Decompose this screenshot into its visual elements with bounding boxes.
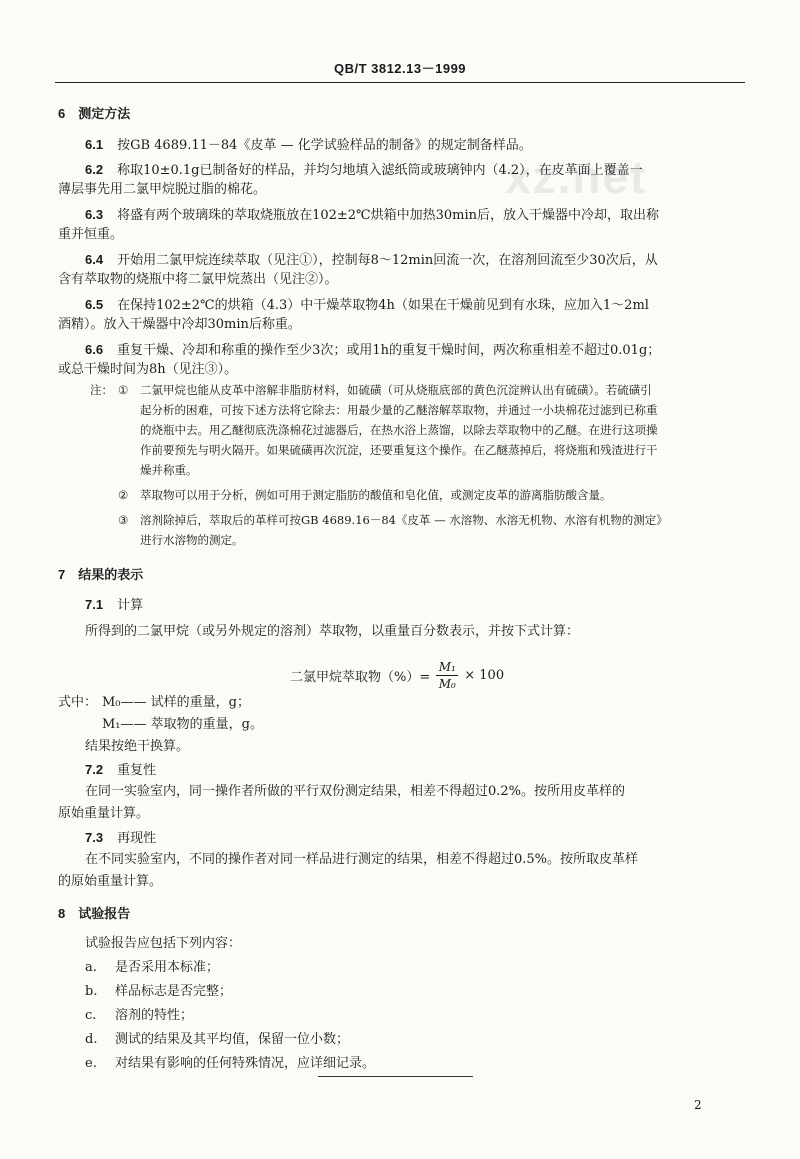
formula-denominator: M₀: [438, 677, 456, 691]
formula-lhs: 二氯甲烷萃取物（%）=: [290, 670, 431, 685]
clause-number: 7.1: [85, 597, 104, 612]
end-rule: [318, 1076, 473, 1077]
report-item-b: [85, 982, 232, 1002]
clause-title: 再现性: [117, 831, 157, 846]
clause-number: 7.3: [85, 830, 104, 845]
note-3-line: 溶剂除掉后，萃取后的革样可按GB 4689.16－84《皮革 — 水溶物、水溶无机物、水溶有机物的测定》: [140, 513, 668, 527]
clause-7-1-text: 所得到的二氯甲烷（或另外规定的溶剂）萃取物，以重量百分数表示，并按下式计算：: [85, 624, 580, 639]
note-1-mark: ①: [118, 383, 129, 397]
report-item-c: [85, 1006, 193, 1026]
item-text: 测试的结果及其平均值，保留一位小数；: [115, 1032, 350, 1047]
clause-number: 6.6: [85, 342, 104, 357]
note-1-line: 起分析的困难，可按下述方法将它除去：用最少量的乙醚溶解萃取物，并通过一小块棉花过滤到已称重: [140, 403, 658, 417]
clause-6-6: [85, 340, 660, 361]
clause-6-5: [85, 295, 649, 316]
clause-number: 6.5: [85, 297, 104, 312]
clause-number: 6.3: [85, 207, 104, 222]
formula-fraction: [436, 660, 458, 691]
item-text: 溶剂的特性；: [115, 1008, 194, 1023]
clause-6-1: [85, 135, 532, 156]
header-rule: [55, 82, 745, 83]
where-label: 式中：: [58, 695, 98, 710]
clause-title: 重复性: [117, 763, 157, 778]
clause-6-5-cont: 酒精）。放入干燥器中冷却30min后称重。: [58, 317, 301, 332]
report-item-d: [85, 1030, 349, 1050]
section-7-title: 7 结果的表示: [58, 567, 144, 582]
standard-header: QB/T 3812.13－1999: [333, 61, 467, 76]
section-8-title: 8 试验报告: [58, 906, 131, 921]
clause-text: 重复干燥、冷却和称重的操作至少3次；或用1h的重复干燥时间，两次称重相差不超过0.01g；: [117, 343, 661, 358]
variable-m1: M₁—— 萃取物的重量，g。: [102, 717, 263, 732]
note-1-line: 燥并称重。: [140, 463, 198, 477]
dry-basis-note: 结果按绝干换算。: [85, 739, 190, 754]
note-1-line: 的烧瓶中去。用乙醚彻底洗涤棉花过滤器后，在热水浴上蒸馏，以除去萃取物中的乙醚。在进行这项操: [140, 423, 658, 437]
item-mark: c.: [85, 1008, 97, 1023]
item-text: 样品标志是否完整；: [115, 984, 233, 999]
note-3-line: 进行水溶物的测定。: [140, 533, 244, 547]
clause-7-3-text: 在不同实验室内，不同的操作者对同一样品进行测定的结果，相差不得超过0.5%。按所取皮革样: [85, 852, 639, 867]
clause-7-1-heading: [85, 595, 143, 616]
clause-text: 在保持102±2℃的烘箱（4.3）中干燥萃取物4h（如果在干燥前见到有水珠，应加入1～2ml: [117, 298, 649, 313]
clause-6-3: [85, 205, 659, 226]
extract-formula: [290, 660, 504, 691]
clause-text: 按GB 4689.11－84《皮革 — 化学试验样品的制备》的规定制备样品。: [117, 138, 532, 153]
clause-title: 计算: [117, 598, 144, 613]
item-text: 对结果有影响的任何特殊情况，应详细记录。: [115, 1056, 376, 1071]
formula-numerator: M₁: [438, 660, 456, 674]
note-2-line: 萃取物可以用于分析，例如可用于测定脂肪的酸值和皂化值，或测定皮革的游离脂肪酸含量。: [140, 488, 612, 502]
formula-rhs: × 100: [464, 668, 505, 683]
clause-text: 称取10±0.1g已制备好的样品，并均匀地填入滤纸筒或玻璃钟内（4.2），在皮革面上覆盖一: [117, 163, 643, 178]
item-text: 是否采用本标准；: [115, 960, 220, 975]
note-2-mark: ②: [118, 488, 129, 502]
clause-number: 6.2: [85, 162, 104, 177]
item-mark: b.: [85, 984, 98, 999]
clause-6-6-cont: 或总干燥时间为8h（见注③）。: [58, 362, 238, 377]
clause-6-4-cont: 含有萃取物的烧瓶中将二氯甲烷蒸出（见注②）。: [58, 272, 338, 287]
item-mark: e.: [85, 1056, 97, 1071]
clause-text: 将盛有两个玻璃珠的萃取烧瓶放在102±2℃烘箱中加热30min后，放入干燥器中冷却，取出称: [117, 208, 659, 223]
report-item-a: [85, 958, 219, 978]
section-6-title: 6 测定方法: [58, 106, 131, 121]
clause-7-2-text-cont: 原始重量计算。: [58, 806, 150, 821]
item-mark: d.: [85, 1032, 98, 1047]
clause-6-2-cont: 薄层事先用二氯甲烷脱过脂的棉花。: [58, 182, 267, 197]
watermark: xz.net: [505, 151, 648, 203]
clause-7-3-text-cont: 的原始重量计算。: [58, 874, 163, 889]
clause-6-3-cont: 重并恒重。: [58, 227, 124, 242]
clause-7-2-heading: [85, 760, 156, 781]
clause-7-2-text: 在同一实验室内，同一操作者所做的平行双份测定结果，相差不得超过0.2%。按所用皮革样的: [85, 784, 626, 799]
fraction-bar: [436, 675, 458, 676]
clause-7-3-heading: [85, 828, 156, 849]
note-1-line: 作前要预先与明火隔开。如果硫磺再次沉淀，还要重复这个操作。在乙醚蒸掉后，将烧瓶和残渣进行干: [140, 443, 658, 457]
report-intro: 试验报告应包括下列内容：: [85, 936, 242, 951]
item-mark: a.: [85, 960, 97, 975]
report-item-e: [85, 1054, 375, 1074]
clause-text: 开始用二氯甲烷连续萃取（见注①），控制每8～12min回流一次，在溶剂回流至少30次后，从: [117, 253, 658, 268]
notes-label: 注：: [90, 383, 113, 397]
note-1-line: 二氯甲烷也能从皮革中溶解非脂肪材料，如硫磺（可从烧瓶底部的黄色沉淀辨认出有硫磺）。若硫磺引: [140, 383, 652, 397]
variable-m0: M₀—— 试样的重量，g；: [102, 695, 250, 710]
clause-number: 6.1: [85, 137, 104, 152]
clause-number: 6.4: [85, 252, 104, 267]
clause-6-2: [85, 160, 643, 181]
note-3-mark: ③: [118, 513, 129, 527]
clause-number: 7.2: [85, 762, 104, 777]
clause-6-4: [85, 250, 658, 271]
page-number: 2: [694, 1098, 702, 1112]
